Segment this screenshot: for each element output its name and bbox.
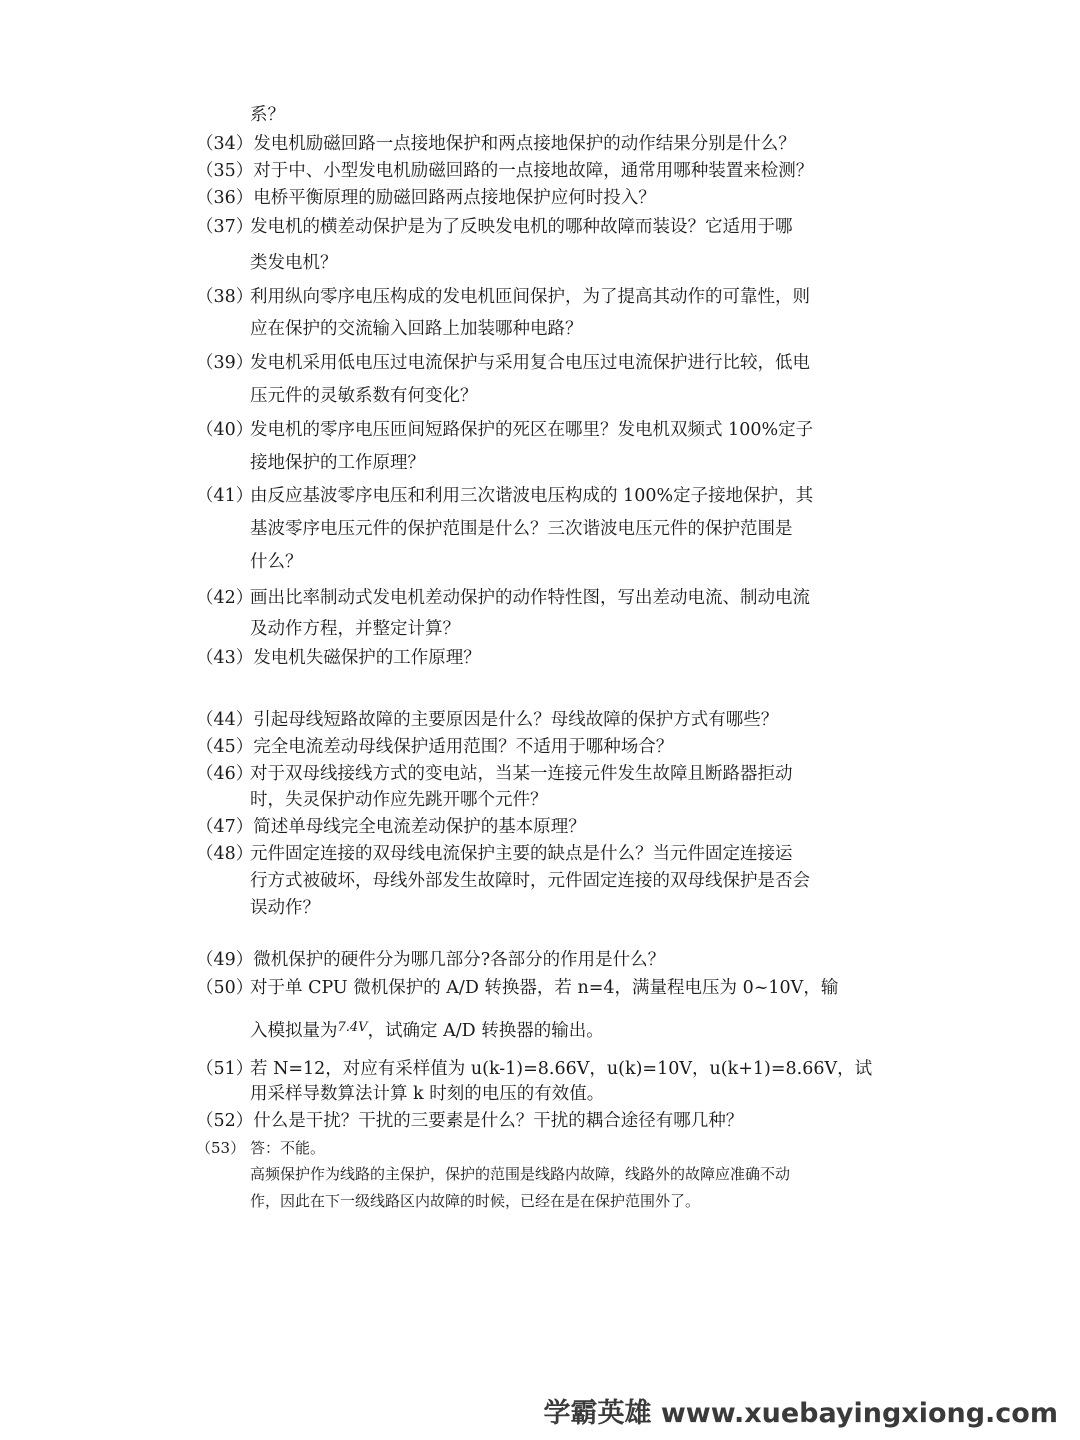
- question-number: （45）: [196, 737, 254, 757]
- question-52: [196, 1110, 743, 1132]
- formula-value: 7.4V: [337, 1020, 368, 1035]
- question-text-line: 发电机的横差动保护是为了反映发电机的哪种故障而装设？它适用于哪: [250, 217, 793, 237]
- question-text-line: 元件固定连接的双母线电流保护主要的缺点是什么？当元件固定连接运: [250, 844, 793, 864]
- question-number: （49）: [196, 950, 254, 970]
- question-number: （38）: [196, 287, 254, 307]
- question-text-line: 对于双母线接线方式的变电站，当某一连接元件发生故障且断路器拒动: [250, 764, 793, 784]
- question-35: [196, 160, 813, 182]
- question-text-line: 误动作？: [250, 898, 320, 918]
- question-number: （47）: [196, 817, 254, 837]
- question-text: 对于中、小型发电机励磁回路的一点接地故障，通常用哪种装置来检测？: [253, 161, 814, 181]
- question-text: 微机保护的硬件分为哪几部分?各部分的作用是什么？: [253, 950, 666, 970]
- question-text-line: 基波零序电压元件的保护范围是什么？三次谐波电压元件的保护范围是: [250, 519, 793, 539]
- question-text: 发电机励磁回路一点接地保护和两点接地保护的动作结果分别是什么？: [253, 134, 796, 154]
- question-number: （36）: [196, 188, 254, 208]
- question-number: （51）: [196, 1059, 254, 1079]
- question-text: 完全电流差动母线保护适用范围？不适用于哪种场合？: [253, 737, 674, 757]
- question-number: （48）: [196, 844, 254, 864]
- question-number: （43）: [196, 648, 254, 668]
- question-text-line: 画出比率制动式发电机差动保护的动作特性图，写出差动电流、制动电流: [250, 588, 810, 608]
- question-number: （52）: [196, 1111, 254, 1131]
- question-text-line: 对于单 CPU 微机保护的 A/D 转换器，若 n=4，满量程电压为 0~10V，输: [250, 978, 839, 998]
- question-text-line: 什么？: [250, 552, 303, 572]
- question-45: [196, 736, 673, 758]
- question-text-line: 压元件的灵敏系数有何变化？: [250, 386, 478, 406]
- answer-text-line: 作，因此在下一级线路区内故障的时候，已经在是在保护范围外了。: [250, 1192, 701, 1210]
- question-number: （34）: [196, 134, 254, 154]
- question-text-line: 用采样导数算法计算 k 时刻的电压的有效值。: [250, 1084, 605, 1104]
- question-49: [196, 949, 665, 971]
- question-text: 引起母线短路故障的主要原因是什么？母线故障的保护方式有哪些？: [253, 710, 779, 730]
- question-text: 什么是干扰？干扰的三要素是什么？干扰的耦合途径有哪几种？: [253, 1111, 744, 1131]
- question-43: [196, 647, 481, 669]
- question-number: （37）: [196, 217, 254, 237]
- question-number: （39）: [196, 353, 254, 373]
- question-text-line: 发电机采用低电压过电流保护与采用复合电压过电流保护进行比较，低电: [250, 353, 810, 373]
- question-number: （35）: [196, 161, 254, 181]
- question-44: [196, 709, 778, 731]
- question-text-line: 行方式被破坏，母线外部发生故障时，元件固定连接的双母线保护是否会: [250, 871, 810, 891]
- question-text-line: 发电机的零序电压匝间短路保护的死区在哪里？发电机双频式 100%定子: [250, 420, 814, 440]
- question-text-line: 应在保护的交流输入回路上加装哪种电路？: [250, 319, 583, 339]
- question-text: 电桥平衡原理的励磁回路两点接地保护应何时投入？: [253, 188, 656, 208]
- question-47: [196, 816, 586, 838]
- question-number: （42）: [196, 588, 254, 608]
- question-text-line: [250, 1017, 604, 1042]
- question-text-line: 接地保护的工作原理？: [250, 453, 425, 473]
- answer-text: 答：不能。: [250, 1139, 326, 1157]
- question-number: （53）: [196, 1139, 246, 1157]
- site-watermark: 学霸英雄 www.xuebayingxiong.com: [543, 1398, 1058, 1429]
- text-segment: ，试确定 A/D 转换器的输出。: [367, 1021, 604, 1041]
- question-text-line: 利用纵向零序电压构成的发电机匝间保护，为了提高其动作的可靠性，则: [250, 287, 810, 307]
- question-34: [196, 133, 796, 155]
- question-36: [196, 187, 656, 209]
- question-text-line: 若 N=12，对应有采样值为 u(k-1)=8.66V，u(k)=10V，u(k+1)=8.66V，试: [250, 1059, 873, 1079]
- question-text-line: 时，失灵保护动作应先跳开哪个元件？: [250, 790, 548, 810]
- question-33-continuation: 系？: [250, 105, 285, 125]
- question-number: （46）: [196, 764, 254, 784]
- text-segment: 入模拟量为: [250, 1021, 338, 1041]
- question-number: （50）: [196, 978, 254, 998]
- question-text: 简述单母线完全电流差动保护的基本原理？: [253, 817, 586, 837]
- question-text-line: 由反应基波零序电压和利用三次谐波电压构成的 100%定子接地保护，其: [250, 486, 814, 506]
- question-text: 发电机失磁保护的工作原理？: [253, 648, 481, 668]
- answer-text-line: 高频保护作为线路的主保护，保护的范围是线路内故障，线路外的故障应准确不动: [250, 1165, 791, 1183]
- question-text-line: 类发电机？: [250, 253, 338, 273]
- question-number: （41）: [196, 486, 254, 506]
- question-number: （40）: [196, 420, 254, 440]
- question-text-line: 及动作方程，并整定计算？: [250, 619, 460, 639]
- question-number: （44）: [196, 710, 254, 730]
